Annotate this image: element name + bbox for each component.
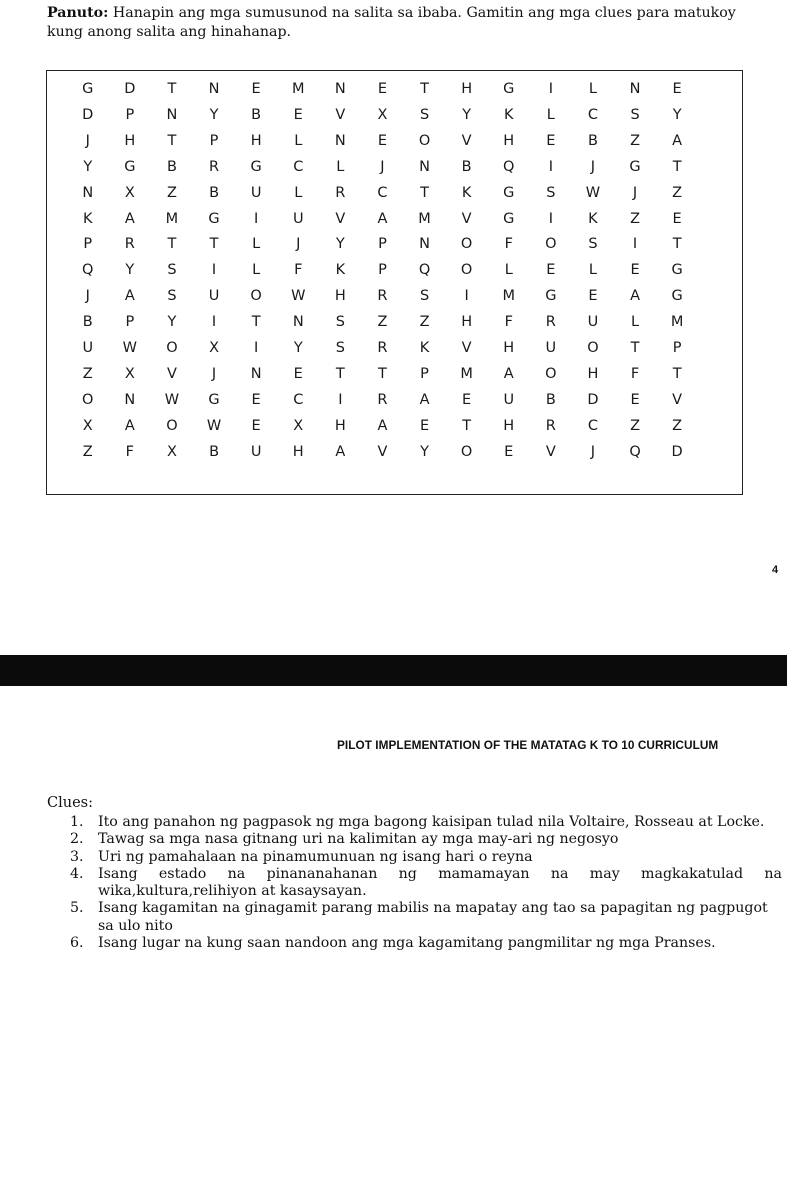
grid-letter[interactable]: K	[82, 210, 93, 227]
grid-letter[interactable]: N	[419, 158, 431, 175]
grid-letter[interactable]: N	[82, 184, 94, 201]
clue-text-line-2: sa ulo nito	[98, 917, 173, 934]
grid-letter[interactable]: U	[250, 443, 262, 460]
grid-letter[interactable]: R	[377, 391, 388, 408]
grid-letter[interactable]: X	[377, 106, 388, 123]
grid-row	[47, 360, 742, 388]
grid-letter[interactable]: O	[545, 365, 558, 382]
grid-letter[interactable]: C	[587, 106, 599, 123]
grid-letter[interactable]: G	[629, 158, 642, 175]
grid-letter[interactable]: W	[164, 391, 180, 408]
grid-letter[interactable]: Y	[125, 262, 135, 279]
grid-letter[interactable]: O	[166, 340, 179, 356]
grid-letter[interactable]: Q	[629, 443, 642, 460]
grid-letter[interactable]: N	[124, 391, 136, 408]
grid-letter[interactable]: B	[461, 158, 473, 175]
grid-letter[interactable]: Z	[419, 314, 431, 331]
grid-letter[interactable]: P	[209, 132, 219, 149]
grid-letter[interactable]: R	[124, 236, 136, 253]
grid-letter[interactable]: H	[503, 417, 515, 434]
grid-letter[interactable]: E	[251, 81, 262, 97]
grid-letter[interactable]: Y	[167, 314, 177, 331]
grid-letter[interactable]: R	[377, 288, 388, 305]
grid-letter[interactable]: A	[124, 417, 136, 434]
clue-text: Uri ng pamahalaan na pinamumunuan ng isang hari o reyna	[98, 848, 533, 865]
grid-letter[interactable]: R	[335, 184, 346, 201]
grid-letter[interactable]: B	[82, 314, 94, 331]
grid-row	[47, 334, 742, 362]
grid-letter[interactable]: W	[206, 417, 222, 434]
grid-letter[interactable]: T	[672, 236, 683, 253]
clue-text: Tawag sa mga nasa gitnang uri na kalimitan ay mga may-ari ng negosyo	[98, 831, 619, 848]
grid-letter[interactable]: Y	[293, 340, 304, 356]
grid-letter[interactable]: N	[208, 81, 220, 97]
grid-letter[interactable]: M	[460, 365, 474, 382]
grid-letter[interactable]: M	[502, 288, 516, 305]
grid-letter[interactable]: Y	[672, 106, 683, 123]
grid-letter[interactable]: R	[545, 417, 557, 434]
grid-letter[interactable]: X	[124, 184, 136, 201]
grid-letter[interactable]: C	[377, 184, 388, 201]
clue-text-line-1: Isang kagamitan na ginagamit parang mabilis na mapatay ang tao sa papagitan ng pagpugot	[98, 900, 768, 917]
grid-letter[interactable]: E	[251, 417, 262, 434]
clue-word: estado	[158, 865, 207, 882]
grid-row	[47, 179, 742, 207]
grid-letter[interactable]: T	[335, 365, 346, 382]
grid-letter[interactable]: O	[166, 417, 179, 434]
grid-letter[interactable]: L	[546, 106, 556, 123]
clue-word: may	[589, 865, 620, 882]
grid-letter[interactable]: L	[252, 236, 261, 253]
grid-letter[interactable]: L	[504, 262, 514, 279]
grid-letter[interactable]: I	[211, 314, 217, 331]
grid-letter[interactable]: S	[588, 236, 599, 253]
grid-letter[interactable]: U	[82, 340, 94, 356]
grid-letter[interactable]: A	[377, 210, 388, 227]
grid-row	[47, 282, 742, 310]
instructions-line-2: kung anong salita ang hinahanap.	[47, 23, 292, 40]
grid-letter[interactable]: Y	[83, 158, 93, 175]
grid-letter[interactable]: C	[293, 158, 304, 175]
grid-row	[47, 386, 742, 414]
grid-letter[interactable]: A	[419, 391, 430, 408]
grid-letter[interactable]: A	[672, 132, 683, 149]
grid-letter[interactable]: P	[378, 262, 388, 279]
grid-letter[interactable]: W	[291, 288, 306, 305]
grid-letter[interactable]: T	[209, 236, 219, 253]
grid-letter[interactable]: D	[82, 106, 94, 123]
grid-letter[interactable]: G	[503, 81, 515, 97]
grid-letter[interactable]: F	[125, 443, 135, 460]
grid-letter[interactable]: A	[335, 443, 346, 460]
grid-letter[interactable]: N	[250, 365, 263, 382]
grid-letter[interactable]: T	[167, 132, 177, 149]
grid-letter[interactable]: H	[461, 81, 473, 97]
grid-letter[interactable]: E	[293, 106, 304, 123]
grid-letter[interactable]: Y	[420, 443, 430, 460]
grid-letter[interactable]: U	[503, 391, 515, 408]
grid-letter[interactable]: S	[630, 106, 641, 123]
grid-letter[interactable]: X	[166, 443, 178, 460]
grid-letter[interactable]: E	[293, 365, 304, 382]
grid-letter[interactable]: C	[587, 417, 599, 434]
clue-item	[70, 849, 782, 866]
grid-letter[interactable]: I	[211, 262, 217, 279]
grid-letter[interactable]: F	[504, 314, 514, 331]
grid-letter[interactable]: U	[208, 288, 220, 305]
clue-number: 6.	[70, 935, 84, 952]
grid-letter[interactable]: H	[334, 288, 347, 305]
grid-letter[interactable]: K	[588, 210, 599, 227]
grid-letter[interactable]: J	[590, 443, 596, 460]
grid-letter[interactable]: H	[250, 132, 263, 149]
grid-letter[interactable]: V	[335, 106, 346, 123]
grid-letter[interactable]: Z	[82, 365, 94, 382]
grid-letter[interactable]: J	[85, 132, 91, 149]
grid-letter[interactable]: M	[165, 210, 179, 227]
grid-row	[47, 412, 742, 440]
grid-letter[interactable]: G	[208, 391, 221, 408]
grid-letter[interactable]: O	[250, 288, 263, 305]
clue-number: 4.	[70, 865, 84, 882]
clue-number: 1.	[70, 814, 84, 830]
clue-number: 3.	[70, 848, 84, 865]
grid-letter[interactable]: S	[546, 184, 556, 201]
clue-item	[70, 900, 782, 935]
grid-letter[interactable]: S	[335, 340, 346, 356]
grid-letter[interactable]: S	[167, 288, 178, 305]
grid-letter[interactable]: L	[336, 158, 345, 175]
grid-letter[interactable]: B	[166, 158, 178, 175]
grid-letter[interactable]: K	[503, 106, 514, 123]
grid-letter[interactable]: H	[292, 443, 305, 460]
grid-letter[interactable]: U	[250, 184, 262, 201]
grid-letter[interactable]: J	[296, 236, 301, 253]
grid-letter[interactable]: Z	[166, 184, 178, 201]
grid-letter[interactable]: O	[460, 236, 473, 253]
grid-letter[interactable]: H	[334, 417, 347, 434]
grid-letter[interactable]: A	[377, 417, 388, 434]
grid-letter[interactable]: X	[293, 417, 304, 434]
grid-letter[interactable]: E	[630, 391, 641, 408]
grid-letter[interactable]: G	[250, 158, 263, 175]
grid-letter[interactable]: S	[335, 314, 346, 331]
grid-letter[interactable]: K	[419, 340, 430, 356]
grid-letter[interactable]: J	[632, 184, 638, 201]
grid-letter[interactable]: L	[631, 314, 640, 331]
clue-list	[70, 814, 782, 952]
grid-row	[47, 256, 742, 284]
clue-word: mamamayan	[438, 865, 530, 882]
grid-letter[interactable]: I	[548, 158, 554, 175]
grid-letter[interactable]: I	[632, 236, 638, 253]
clue-word: Isang	[98, 865, 138, 882]
grid-letter[interactable]: O	[418, 132, 431, 149]
clue-word: pinananahanan	[266, 865, 378, 882]
grid-letter[interactable]: D	[671, 443, 684, 460]
grid-letter[interactable]: E	[672, 81, 683, 97]
grid-letter[interactable]: H	[503, 340, 515, 356]
grid-letter[interactable]: T	[672, 158, 683, 175]
grid-row	[47, 75, 742, 103]
grid-letter[interactable]: M	[291, 81, 305, 97]
grid-letter[interactable]: J	[380, 158, 386, 175]
grid-letter[interactable]: T	[630, 340, 640, 356]
clue-item	[70, 866, 782, 901]
clue-item	[70, 814, 782, 831]
instructions	[47, 4, 787, 41]
grid-letter[interactable]: Y	[335, 236, 346, 253]
grid-letter[interactable]: O	[82, 391, 94, 408]
grid-letter[interactable]: Z	[630, 417, 641, 434]
grid-letter[interactable]: F	[630, 365, 640, 382]
grid-letter[interactable]: L	[588, 262, 598, 279]
grid-letter[interactable]: P	[420, 365, 430, 382]
grid-letter[interactable]: O	[587, 340, 600, 356]
grid-letter[interactable]: Z	[630, 132, 641, 149]
grid-letter[interactable]: N	[629, 81, 641, 97]
grid-letter[interactable]: D	[124, 81, 136, 97]
clues-heading: Clues:	[47, 795, 93, 811]
grid-letter[interactable]: V	[335, 210, 346, 227]
grid-letter[interactable]: I	[254, 340, 259, 356]
clue-number: 2.	[70, 831, 84, 848]
grid-letter[interactable]: R	[545, 314, 557, 331]
grid-letter[interactable]: T	[420, 184, 430, 201]
grid-letter[interactable]: V	[461, 210, 473, 227]
grid-letter[interactable]: E	[504, 443, 514, 460]
grid-letter[interactable]: P	[125, 106, 135, 123]
grid-letter[interactable]: T	[378, 365, 388, 382]
grid-letter[interactable]: V	[461, 340, 473, 356]
grid-letter[interactable]: J	[590, 158, 596, 175]
grid-letter[interactable]: T	[167, 236, 177, 253]
grid-letter[interactable]: V	[672, 391, 683, 408]
grid-letter[interactable]: O	[460, 262, 473, 279]
grid-letter[interactable]: L	[252, 262, 261, 279]
grid-letter[interactable]: F	[294, 262, 303, 279]
clue-text: Ito ang panahon ng pagpasok ng mga bagong kaisipan tulad nila Voltaire, Rosseau at Locke.	[98, 814, 765, 830]
clue-word: ng	[398, 865, 417, 882]
grid-letter[interactable]: S	[167, 262, 178, 279]
grid-letter[interactable]: A	[124, 288, 136, 305]
grid-letter[interactable]: C	[293, 391, 304, 408]
grid-letter[interactable]: A	[503, 365, 515, 382]
grid-row	[47, 127, 742, 155]
clue-item	[70, 831, 782, 848]
grid-letter[interactable]: Z	[377, 314, 388, 331]
grid-letter[interactable]: B	[209, 443, 220, 460]
grid-letter[interactable]: Z	[672, 184, 683, 201]
grid-letter[interactable]: P	[125, 314, 135, 331]
grid-letter[interactable]: T	[462, 417, 472, 434]
grid-letter[interactable]: G	[671, 288, 684, 305]
grid-letter[interactable]: L	[588, 81, 598, 97]
grid-letter[interactable]: N	[334, 132, 347, 149]
grid-letter[interactable]: X	[124, 365, 136, 382]
grid-row	[47, 438, 742, 466]
grid-letter[interactable]: H	[124, 132, 136, 149]
grid-letter[interactable]: Q	[418, 262, 431, 279]
grid-letter[interactable]: H	[461, 314, 473, 331]
grid-letter[interactable]: V	[166, 365, 178, 382]
grid-letter[interactable]: R	[209, 158, 220, 175]
grid-letter[interactable]: G	[82, 81, 94, 97]
grid-letter[interactable]: I	[254, 210, 259, 227]
grid-letter[interactable]: X	[209, 340, 220, 356]
grid-letter[interactable]: M	[670, 314, 684, 331]
grid-letter[interactable]: T	[672, 365, 683, 382]
grid-letter[interactable]: E	[377, 81, 388, 97]
grid-letter[interactable]: L	[294, 184, 303, 201]
grid-row	[47, 205, 742, 233]
grid-row	[47, 101, 742, 129]
grid-letter[interactable]: A	[124, 210, 136, 227]
grid-letter[interactable]: E	[251, 391, 262, 408]
grid-letter[interactable]: U	[587, 314, 599, 331]
grid-letter[interactable]: Q	[82, 262, 94, 279]
clue-number: 5.	[70, 900, 84, 917]
grid-letter[interactable]: D	[587, 391, 600, 408]
grid-letter[interactable]: X	[82, 417, 94, 434]
grid-letter[interactable]: E	[377, 132, 388, 149]
page-divider-bar	[0, 655, 787, 686]
clue-text: Isang lugar na kung saan nandoon ang mga kagamitang pangmilitar ng mga Pranses.	[98, 935, 716, 952]
instructions-text-1: Hanapin ang mga sumusunod na salita sa ibaba. Gamitin ang mga clues para matukoy	[112, 5, 736, 21]
grid-letter[interactable]: N	[334, 81, 347, 97]
clue-word: na	[764, 865, 782, 882]
grid-row	[47, 230, 742, 258]
grid-letter[interactable]: I	[464, 288, 470, 305]
grid-row	[47, 308, 742, 336]
grid-letter[interactable]: E	[462, 391, 472, 408]
grid-letter[interactable]: W	[122, 340, 138, 356]
grid-letter[interactable]: N	[292, 314, 305, 331]
grid-letter[interactable]: G	[503, 210, 515, 227]
grid-letter[interactable]: N	[419, 236, 431, 253]
grid-letter[interactable]: E	[419, 417, 430, 434]
grid-letter[interactable]: Z	[82, 443, 94, 460]
grid-letter[interactable]: G	[545, 288, 557, 305]
grid-letter[interactable]: Y	[209, 106, 219, 123]
grid-letter[interactable]: T	[167, 81, 177, 97]
instructions-line-1	[47, 4, 787, 23]
grid-letter[interactable]: A	[630, 288, 641, 305]
grid-letter[interactable]: T	[251, 314, 262, 331]
grid-row	[47, 153, 742, 181]
grid-letter[interactable]: V	[461, 132, 473, 149]
grid-letter[interactable]: L	[294, 132, 303, 149]
grid-letter[interactable]: G	[124, 158, 136, 175]
grid-letter[interactable]: W	[585, 184, 601, 201]
instructions-label: Panuto:	[47, 5, 109, 21]
grid-letter[interactable]: M	[418, 210, 432, 227]
grid-letter[interactable]: F	[504, 236, 514, 253]
grid-letter[interactable]: G	[503, 184, 515, 201]
grid-letter[interactable]: Z	[672, 417, 683, 434]
grid-letter[interactable]: R	[377, 340, 388, 356]
clue-word: na	[550, 865, 569, 882]
grid-letter[interactable]: B	[251, 106, 262, 123]
grid-letter[interactable]: I	[548, 81, 554, 97]
clue-word: na	[227, 865, 246, 882]
grid-letter[interactable]: P	[378, 236, 388, 253]
clue-text-line-2: wika,kultura,relihiyon at kasaysayan.	[98, 883, 367, 900]
grid-letter[interactable]: H	[587, 365, 599, 382]
grid-letter[interactable]: G	[671, 262, 684, 279]
clue-text-line-1	[98, 866, 782, 883]
grid-letter[interactable]: U	[545, 340, 557, 356]
grid-letter[interactable]: S	[419, 106, 430, 123]
grid-letter[interactable]: P	[672, 340, 683, 356]
grid-letter[interactable]: T	[420, 81, 430, 97]
grid-letter[interactable]: G	[208, 210, 221, 227]
grid-letter[interactable]: N	[166, 106, 178, 123]
grid-letter[interactable]: E	[588, 288, 599, 305]
grid-letter[interactable]: K	[461, 184, 472, 201]
grid-letter[interactable]: K	[335, 262, 346, 279]
grid-letter[interactable]: U	[292, 210, 305, 227]
grid-letter[interactable]: E	[630, 262, 641, 279]
grid-letter[interactable]: O	[460, 443, 473, 460]
grid-letter[interactable]: E	[672, 210, 683, 227]
grid-letter[interactable]: O	[545, 236, 558, 253]
grid-letter[interactable]: B	[209, 184, 220, 201]
grid-letter[interactable]: Z	[630, 210, 641, 227]
grid-letter[interactable]: S	[419, 288, 430, 305]
curriculum-header: PILOT IMPLEMENTATION OF THE MATATAG K TO 10 CURRICULUM	[337, 738, 719, 752]
page-number: 4	[772, 564, 779, 576]
clue-item	[70, 935, 782, 952]
grid-letter[interactable]: V	[377, 443, 388, 460]
grid-letter[interactable]: I	[548, 210, 554, 227]
grid-letter[interactable]: I	[338, 391, 343, 408]
grid-letter[interactable]: E	[546, 132, 556, 149]
grid-letter[interactable]: H	[503, 132, 515, 149]
grid-letter[interactable]: Y	[462, 106, 472, 123]
word-search-grid	[46, 70, 743, 495]
grid-letter[interactable]: V	[545, 443, 557, 460]
grid-letter[interactable]: J	[211, 365, 217, 382]
grid-letter[interactable]: B	[545, 391, 557, 408]
grid-letter[interactable]: J	[85, 288, 91, 305]
grid-letter[interactable]: P	[83, 236, 93, 253]
grid-letter[interactable]: B	[587, 132, 599, 149]
grid-letter[interactable]: E	[546, 262, 556, 279]
clue-word: magkakatulad	[641, 865, 744, 882]
grid-letter[interactable]: Q	[503, 158, 515, 175]
